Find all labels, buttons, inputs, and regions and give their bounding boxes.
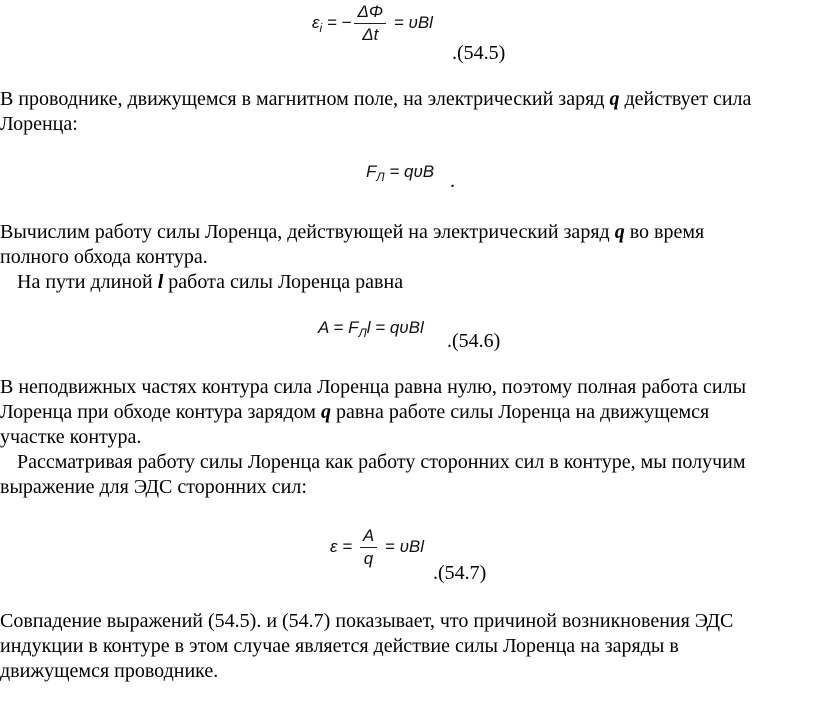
text-line: В неподвижных частях контура сила Лоренца равна нулю, поэтому полная работа силы <box>0 376 747 398</box>
formula-rhs: = qυB <box>384 162 435 181</box>
equation-number-54-7: .(54.7) <box>433 562 487 584</box>
formula-lhs: A = F <box>318 318 359 337</box>
formula-emf-external <box>330 526 424 569</box>
paragraph-conclusion <box>0 609 800 684</box>
paragraph-lorentz-intro <box>0 87 800 137</box>
text-line: движущемся проводнике. <box>0 660 219 682</box>
fraction-denominator: Δt <box>362 25 379 44</box>
text-line: полного обхода контура. <box>0 246 208 268</box>
formula-lorentz-force <box>366 162 434 184</box>
text-line: Лоренца: <box>0 113 78 135</box>
variable-q: q <box>320 401 331 423</box>
equation-number-54-5: .(54.5) <box>452 42 506 64</box>
formula-lhs: ε = <box>330 536 357 556</box>
text-line <box>0 220 800 245</box>
text-span: действует сила <box>619 88 752 110</box>
variable-q: q <box>614 221 625 243</box>
text-line: Совпадение выражений (54.5). и (54.7) показывает, что причиной возникновения ЭДС <box>0 610 734 632</box>
formula-subscript: Л <box>358 326 367 340</box>
formula-subscript: i <box>319 20 323 35</box>
fraction-denominator: q <box>363 549 374 568</box>
formula-symbol: F <box>366 162 377 181</box>
fraction-numerator: ΔΦ <box>354 2 386 24</box>
text-line: индукции в контуре в этом случае является действие силы Лоренца на заряды в <box>0 635 679 657</box>
text-line: Рассматривая работу силы Лоренца как работу сторонних сил в контуре, мы получим <box>17 451 746 473</box>
text-line <box>0 87 800 112</box>
text-line: участке контура. <box>0 426 142 448</box>
formula-rhs: = υBl <box>389 12 433 32</box>
equation-number-54-6: .(54.6) <box>447 330 501 352</box>
variable-l: l <box>157 271 164 293</box>
formula-rhs: l = qυBl <box>366 318 424 337</box>
formula-emf-induction <box>312 2 433 45</box>
formula-lorentz-work <box>318 318 424 340</box>
text-span: равна работе силы Лоренца на движущемся <box>330 401 710 423</box>
text-line <box>0 400 800 425</box>
formula-rhs: = υBl <box>380 536 425 556</box>
text-line: выражение для ЭДС сторонних сил: <box>0 476 307 498</box>
text-span: В проводнике, движущемся в магнитном поле, на электрический заряд <box>0 88 610 110</box>
formula-symbol: ε <box>312 12 320 32</box>
text-span: Вычислим работу силы Лоренца, действующей на электрический заряд <box>0 221 615 243</box>
formula-trailing-dot: . <box>450 170 455 192</box>
text-span: На пути длиной <box>17 271 158 293</box>
paragraph-work-calculation <box>0 220 800 295</box>
text-span: Лоренца при обходе контура зарядом <box>0 401 321 423</box>
variable-q: q <box>609 88 620 110</box>
text-span: работа силы Лоренца равна <box>163 271 404 293</box>
formula-operator: = − <box>322 12 352 32</box>
formula-fraction <box>360 526 377 569</box>
fraction-numerator: A <box>360 526 377 548</box>
text-line <box>0 270 800 295</box>
text-span: во время <box>624 221 705 243</box>
formula-fraction <box>354 2 386 45</box>
formula-subscript: Л <box>376 170 385 184</box>
paragraph-stationary-parts <box>0 375 800 500</box>
